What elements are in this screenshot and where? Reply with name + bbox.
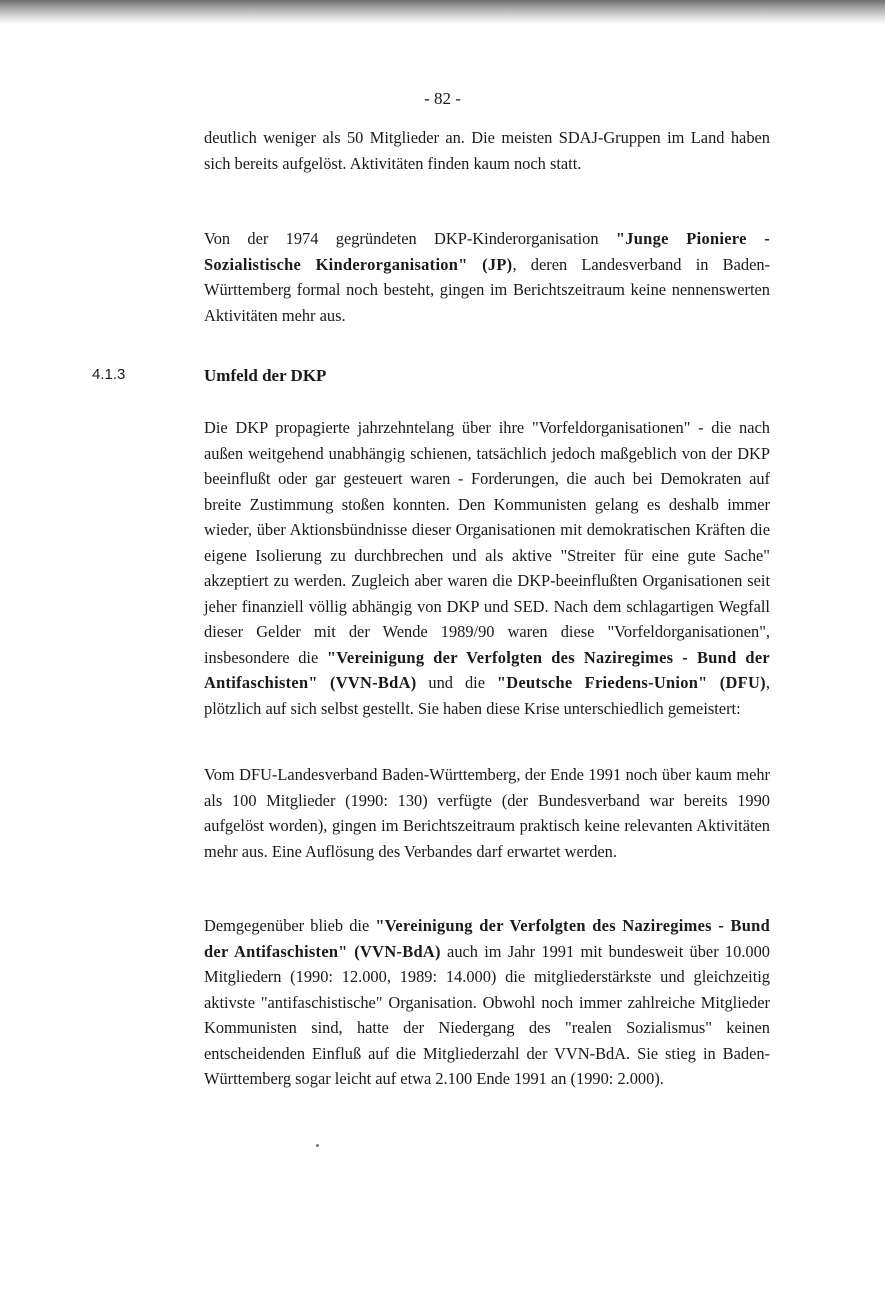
org-name-junge-pioniere: "Junge Pioniere - Sozialistische Kinderorganisation" (JP) [204,229,771,274]
paragraph-3-text-2: und die [416,673,497,692]
org-name-dfu: "Deutsche Friedens-Union" (DFU) [496,673,766,692]
paragraph-2-text-1: Von der 1974 gegründeten DKP-Kinderorganisation [204,229,616,248]
section-title: Umfeld der DKP [204,366,327,385]
paragraph-5-text-2: auch im Jahr 1991 mit bundesweit über 10.000 Mitgliedern (1990: 12.000, 1989: 14.000) die mitgliederstärkste und gleichzeitig aktivste "antifaschistische" Organisation. Obwohl noch immer zahlreiche Mitglieder Kommunisten sind, hatte der Niedergang des "realen Sozialismus" keinen entscheidenden Einfluß auf die Mitgliederzahl der VVN-BdA. Sie stieg in Baden-Württemberg sogar leicht auf etwa 2.100 Ende 1991 an (1990: 2.000). [204,941,771,1088]
scan-shadow [0,0,885,24]
paragraph-1: deutlich weniger als 50 Mitglieder an. Die meisten SDAJ-Gruppen im Land haben sich bereits aufgelöst. Aktivitäten finden kaum noch statt. [204,128,770,173]
org-name-vvn-bda: "Vereinigung der Verfolgten des Naziregimes - Bund der Antifaschisten" (VVN-BdA) [204,647,770,692]
page-number: - 82 - [424,89,461,108]
org-name-vvn-bda-2: "Vereinigung der Verfolgten des Naziregimes - Bund der Antifaschisten" (VVN-BdA) [204,916,770,961]
paragraph-5-text-1: Demgegenüber blieb die [204,916,376,935]
paragraph-3-text-3: , plötzlich auf sich selbst gestellt. Sie haben diese Krise unterschiedlich gemeistert: [204,673,770,718]
section-number: 4.1.3 [92,366,126,383]
paragraph-3-text-1: Die DKP propagierte jahrzehntelang über ihre "Vorfeldorganisationen" - die nach außen weitgehend unabhängig schienen, tatsächlich jedoch maßgeblich von der DKP beeinflußt oder gar gesteuert waren - Forderungen, die auch bei Demokraten auf breite Zustimmung stoßen konnten. Den Kommunisten gelang es deshalb immer wieder, über Aktionsbündnisse dieser Organisationen mit demokratischen Kräften die eigene Isolierung zu durchbrechen und als aktive "Streiter für eine gute Sache" akzeptiert zu werden. Zugleich aber waren die DKP-beeinflußten Organisationen seit jeher finanziell völlig abhängig von DKP und SED. Nach dem schlagartigen Wegfall dieser Gelder mit der Wende 1989/90 waren diese "Vorfeldorganisationen", insbesondere die [204,418,770,667]
paragraph-4: Vom DFU-Landesverband Baden-Württemberg, der Ende 1991 noch über kaum mehr als 100 Mitglieder (1990: 130) verfügte (der Bundesverband war bereits 1990 aufgelöst worden), gingen im Berichtszeitraum praktisch keine relevanten Aktivitäten mehr aus. Eine Auflösung des Verbandes darf erwartet werden. [204,765,770,861]
paragraph-5 [204,913,770,1092]
paragraph-2 [204,226,770,328]
paragraph-3 [204,415,770,721]
scan-speck [316,1144,319,1147]
paragraph-2-text-2: , deren Landesverband in Baden-Württemberg formal noch besteht, gingen im Berichtszeitraum keine nennenswerten Aktivitäten mehr aus. [204,254,770,325]
